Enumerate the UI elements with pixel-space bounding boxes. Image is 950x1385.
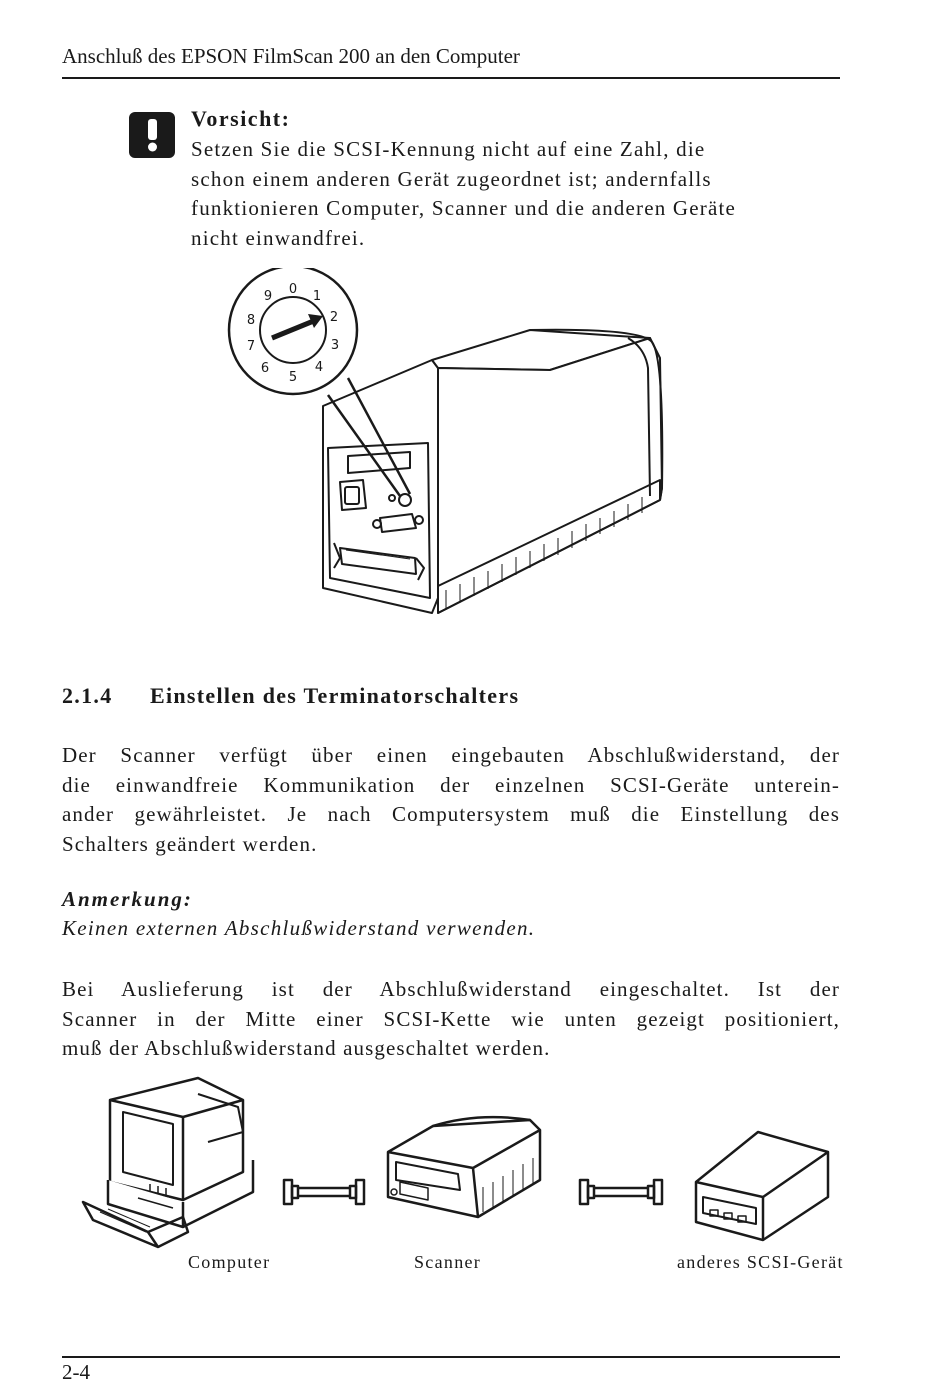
- header-rule: [62, 77, 840, 79]
- dial-number: 6: [260, 361, 270, 376]
- paragraph-2: [62, 975, 840, 1064]
- paragraph-line: Schalters geändert werden.: [62, 831, 318, 856]
- scanner-illustration: [388, 1117, 540, 1217]
- dial-number: 8: [246, 313, 256, 328]
- computer-illustration: [83, 1078, 253, 1247]
- paragraph-line: Bei Auslieferung ist der Abschlußwiderstand eingeschaltet. Ist der: [62, 977, 840, 1001]
- note-text: Keinen externen Abschlußwiderstand verwenden.: [62, 916, 536, 940]
- computer-label: Computer: [188, 1252, 271, 1272]
- caution-title: Vorsicht:: [191, 106, 291, 131]
- scanner-rear-illustration: [220, 268, 680, 628]
- paragraph-line: Scanner in der Mitte einer SCSI-Kette wie unten gezeigt positioniert,: [62, 1006, 840, 1031]
- section-title: Einstellen des Terminatorschalters: [150, 683, 520, 708]
- page-number: 2-4: [62, 1360, 90, 1384]
- dial-number: 9: [263, 289, 273, 304]
- dial-number: 1: [312, 289, 322, 304]
- caution-line: Setzen Sie die SCSI-Kennung nicht auf eine Zahl, die: [191, 137, 706, 161]
- exclamation-icon: [129, 112, 175, 158]
- caution-text: [191, 135, 841, 253]
- caution-line: schon einem anderen Gerät zugeordnet ist; andernfalls: [191, 166, 712, 191]
- scsi-device-illustration: [696, 1132, 828, 1240]
- scsi-chain-illustration: [78, 1072, 838, 1272]
- dial-number: 0: [288, 282, 298, 297]
- section-heading: [62, 683, 519, 709]
- scsi-cable-icon: [284, 1180, 364, 1204]
- dial-number: 2: [329, 310, 339, 325]
- device-label: anderes SCSI-Gerät: [677, 1252, 844, 1272]
- dial-number: 5: [288, 370, 298, 385]
- caution-line: funktionieren Computer, Scanner und die anderen Geräte: [191, 196, 737, 220]
- scsi-cable-icon: [580, 1180, 662, 1204]
- scanner-label: Scanner: [414, 1252, 482, 1272]
- dial-number: 7: [246, 339, 256, 354]
- paragraph-1: [62, 741, 840, 859]
- footer-rule: [62, 1356, 840, 1358]
- section-number: 2.1.4: [62, 683, 113, 708]
- paragraph-line: ander gewährleistet. Je nach Computersystem muß die Einstellung des: [62, 802, 840, 826]
- dial-number: 3: [330, 338, 340, 353]
- paragraph-line: Der Scanner verfügt über einen eingebauten Abschlußwiderstand, der: [62, 743, 840, 767]
- caution-line: nicht einwandfrei.: [191, 225, 366, 250]
- page-header: Anschluß des EPSON FilmScan 200 an den Computer: [62, 44, 520, 68]
- note-title: Anmerkung:: [62, 887, 193, 911]
- dial-number: 4: [314, 360, 324, 375]
- paragraph-line: muß der Abschlußwiderstand ausgeschaltet werden.: [62, 1036, 551, 1060]
- paragraph-line: die einwandfreie Kommunikation der einzelnen SCSI-Geräte unterein-: [62, 772, 840, 797]
